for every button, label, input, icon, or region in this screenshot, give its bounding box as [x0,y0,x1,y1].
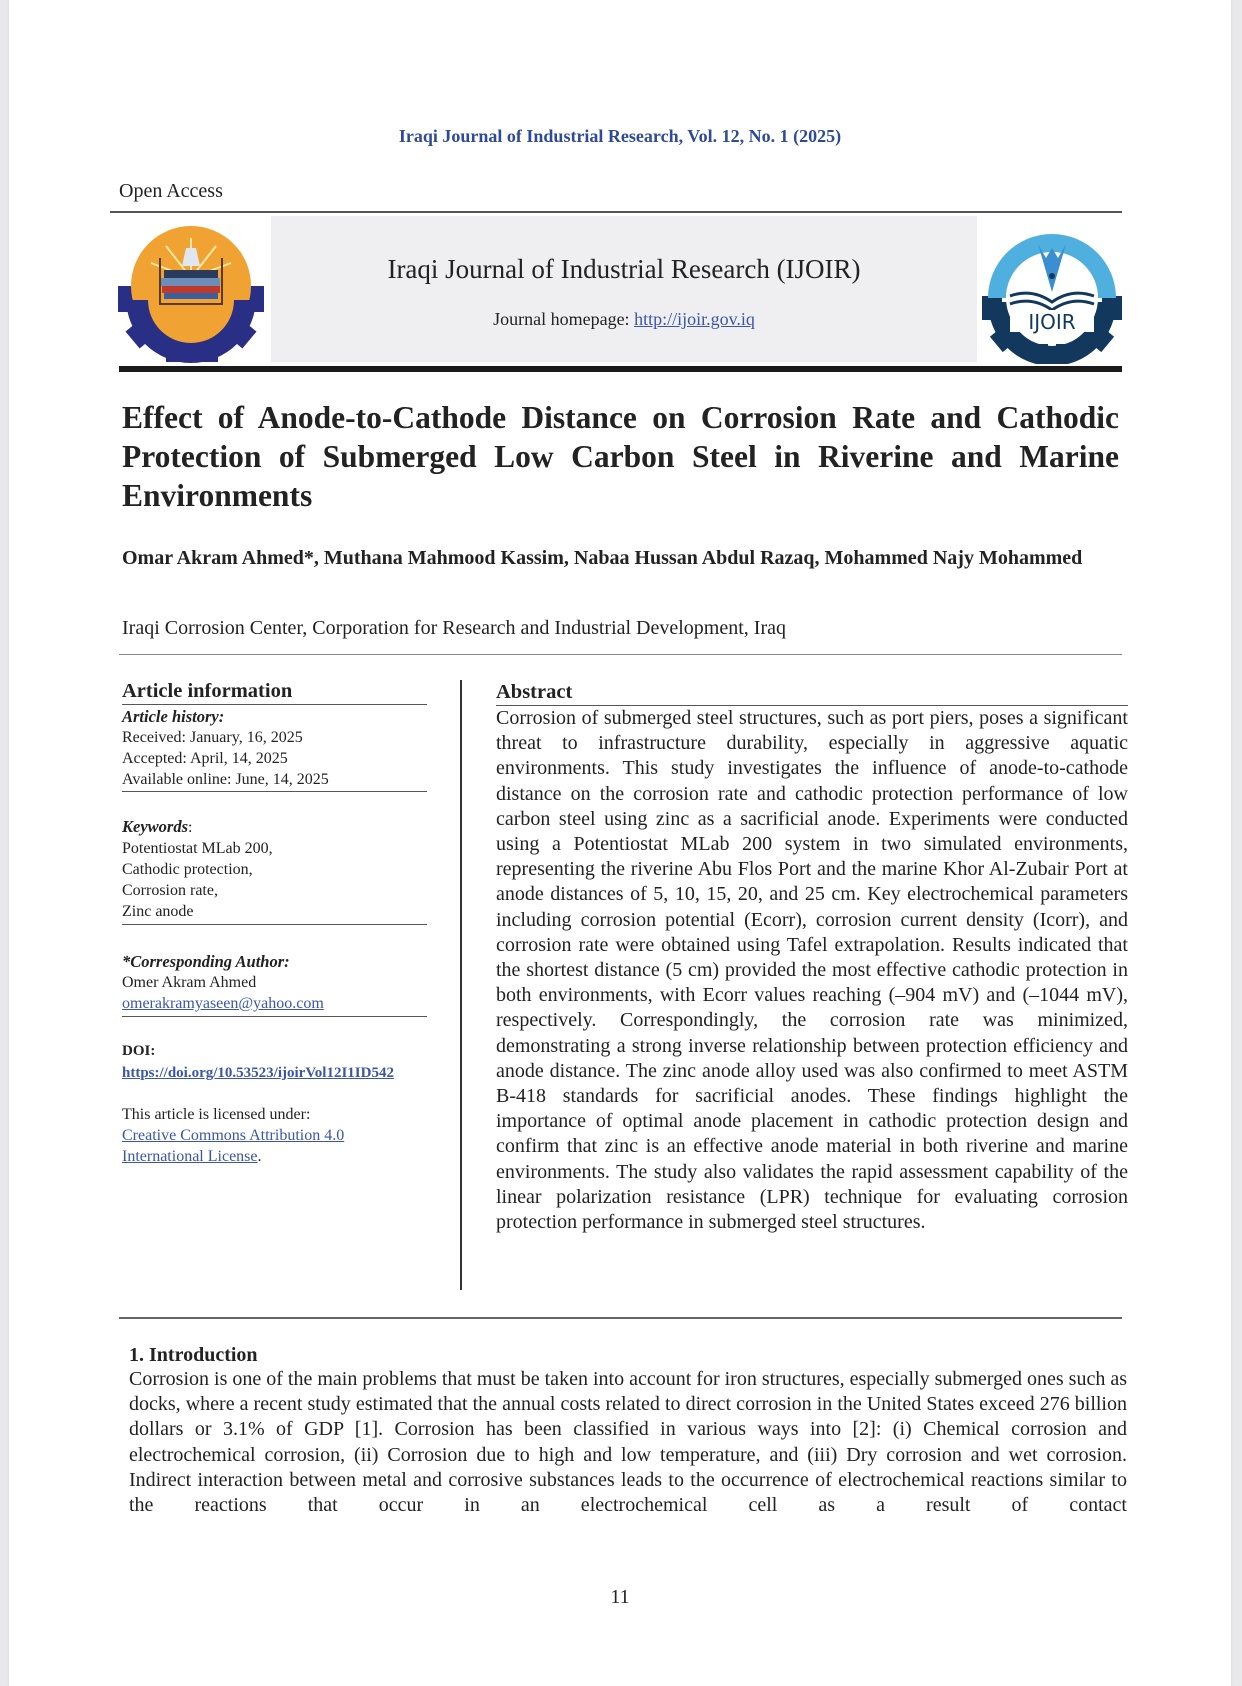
keywords-label: Keywords [122,817,188,836]
article-info-heading: Article information [122,681,427,705]
article-affiliation: Iraqi Corrosion Center, Corporation for Research and Industrial Development, Iraq [122,617,786,639]
license-link[interactable]: Creative Commons Attribution 4.0 [122,1127,345,1144]
header-thick-bar [119,366,1122,372]
doi-section [122,1041,427,1084]
article-info-column [122,681,427,1167]
article-history-label: Article history: [122,707,225,726]
abstract-column [496,681,1128,1235]
article-history-section [122,705,427,792]
ijoir-logo-text: IJOIR [1028,310,1076,334]
keyword-item: Corrosion rate, [122,882,218,899]
paper-page [9,0,1231,1686]
title-rule [119,654,1122,655]
banner-journal-title: Iraqi Journal of Industrial Research (IJOIR) [387,254,861,284]
received-date: Received: January, 16, 2025 [122,729,303,746]
homepage-link[interactable]: http://ijoir.gov.iq [634,309,755,329]
doi-label: DOI: [122,1043,156,1059]
column-divider [460,680,462,1290]
header-rule [110,211,1122,213]
keywords-section: Keywords: Potentiostat MLab 200, Cathodic protection, Corrosion rate, Zinc anode [122,816,427,925]
license-section: This article is licensed under: Creative Commons Attribution 4.0 International License. [122,1104,427,1167]
abstract-heading: Abstract [496,681,1128,706]
abstract-text: Corrosion of submerged steel structures, such as port piers, poses a significant threat to infrastructure durability, especially in aggressive aquatic environments. This study investigates the influence of anode-to-cathode distance on the corrosion rate and cathodic protection performance of low carbon steel using zinc as a sacrificial anode. Experiments were conducted using a Potentiostat MLab 200 system in two simulated environments, representing the riverine Abu Flos Port and the marine Khor Al-Zubair Port at anode distances of 5, 10, 15, 20, and 25 cm. Key electrochemical parameters including corrosion potential (Ecorr), corrosion current density (Icorr), and corrosion rate were obtained using Tafel extrapolation. Results indicated that the shortest distance (5 cm) provided the most effective cathodic protection in both environments, with Ecorr values reaching (–904 mV) and (–1044 mV), respectively. Correspondingly, the corrosion rate was minimized, demonstrating a strong inverse relationship between protection efficiency and anode distance. The zinc anode alloy used was also confirmed to meet ASTM B-418 standards for sacrificial anodes. These findings highlight the importance of optimal anode placement in cathodic protection design and confirm that zinc is an effective anode material in both riverine and marine environments. The study also validates the rapid assessment capability of the linear polarization resistance (LPR) technique for evaluating corrosion protection performance in submerged steel structures. [496,707,1128,1234]
license-link-line2[interactable]: International License [122,1148,258,1165]
corresponding-author-name: Omer Akram Ahmed [122,974,257,991]
keyword-item: Cathodic protection, [122,861,253,878]
article-title: Effect of Anode-to-Cathode Distance on Corrosion Rate and Cathodic Protection of Submerged Low Carbon Steel in Riverine and Marine Environments [122,400,1119,513]
abstract-bottom-rule [119,1317,1122,1319]
introduction-heading: 1. Introduction [129,1344,258,1366]
corresponding-email-link[interactable]: omerakramyaseen@yahoo.com [122,995,324,1012]
homepage-label: Journal homepage: [493,309,635,329]
license-text: This article is licensed under: [122,1106,311,1123]
introduction-text: Corrosion is one of the main problems that must be taken into account for iron structures, especially submerged ones such as docks, where a recent study estimated that the annual costs related to direct corrosion in the United States exceed 276 billion dollars or 3.1% of GDP [1]. Corrosion has been classified in various ways into [2]: (i) Chemical corrosion and electrochemical corrosion, (ii) Corrosion due to high and low temperature, and (iii) Dry corrosion and wet corrosion. Indirect interaction between metal and corrosive substances leads to the occurrence of electrochemical reactions similar to the reactions that occur in an electrochemical cell as a result of contact [129,1368,1127,1517]
ijoir-logo-icon [980,218,1124,364]
journal-banner [271,216,977,362]
open-access-label: Open Access [119,180,223,202]
journal-running-header: Iraqi Journal of Industrial Research, Vol. 12, No. 1 (2025) [398,126,842,146]
corresponding-author-section [122,951,427,1017]
corresponding-author-label: *Corresponding Author: [122,952,290,971]
ministry-logo-icon [116,218,266,364]
page-number: 11 [610,1586,630,1608]
available-date: Available online: June, 14, 2025 [122,771,329,788]
accepted-date: Accepted: April, 14, 2025 [122,750,288,767]
keyword-item: Potentiostat MLab 200, [122,840,273,857]
introduction-section [129,1343,1127,1518]
doi-link[interactable]: https://doi.org/10.53523/ijoirVol12I1ID542 [122,1065,394,1081]
keyword-item: Zinc anode [122,903,194,920]
banner-homepage [271,309,977,330]
article-authors: Omar Akram Ahmed*, Muthana Mahmood Kassim, Nabaa Hussan Abdul Razaq, Mohammed Najy Mohammed [122,547,1083,569]
